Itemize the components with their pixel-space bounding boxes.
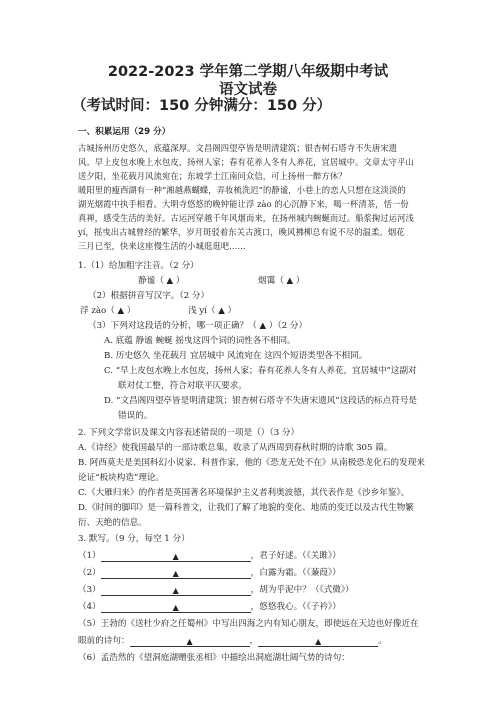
q1-option-b: B. 历史悠久 坐花载月 宜居城中 风流宛在 这四个短语类型各不相同。 xyxy=(104,351,368,361)
q1-option-c-cont: 联对仗工整，符合对联平仄要求。 xyxy=(118,381,247,391)
answer-blank[interactable] xyxy=(101,602,251,613)
q2-option-b-cont: 论证“板块构造”理论。 xyxy=(78,473,165,483)
reading-passage xyxy=(78,141,454,253)
answer-blank[interactable] xyxy=(101,551,251,562)
q3-line-6: （6）孟浩然的《望洞庭湖赠张丞相》中描绘出洞庭湖壮阔气势的诗句： xyxy=(78,653,350,663)
q2-option-d-cont: 衍、天绝的信息。 xyxy=(78,518,147,528)
q1-part3: （3）下列对这段话的分析，哪一项正确？（ ▲ ）（2 分） xyxy=(88,321,308,331)
q3-line-text: ，胡为乎泥中？（《式微》） xyxy=(250,585,354,595)
exam-info: （考试时间：150 分钟满分：150 分） xyxy=(72,98,332,114)
q3-line-text: ，悠悠我心。（《子衿》） xyxy=(250,602,341,612)
exam-subtitle: 语文试卷 xyxy=(219,82,277,98)
q3-line-num: （2） xyxy=(78,568,101,578)
blank-marker: ▲ xyxy=(172,586,179,595)
q1-option-a: A. 底蕴 静谧 蜿蜒 摇曳这四个词的词性各不相同。 xyxy=(104,336,296,346)
q1-item-c: 浮 zào（ ▲ ） xyxy=(80,306,136,316)
passage-line: 送夕阳，坐花载月风流宛在；东坡学士江南问众信，可上扬州一醉方休？ xyxy=(78,171,347,181)
answer-blank[interactable] xyxy=(258,636,378,647)
q3-line-5-answer: 眼前的诗句： ▲ ， ▲ 。 xyxy=(78,636,387,646)
blank-marker: ▲ xyxy=(172,552,179,561)
q1-option-d: D. “文昌阁四望亭皆是明清建筑；银杏树石塔寺不失唐宋遗风”这段话的标点符号是 xyxy=(104,396,418,406)
blank-marker: ▲ xyxy=(186,637,193,646)
answer-blank[interactable] xyxy=(101,585,251,596)
q1-option-c: C. “早上皮包水晚上水包皮，扬州人家；春有花养人冬有人养花，宜居城中”这副对 xyxy=(104,366,417,376)
q1-option-d-cont: 错误的。 xyxy=(118,411,153,421)
passage-line: 三月已至，快来这座慢生活的小城逛逛吧…… xyxy=(78,241,246,251)
q3-line-3 xyxy=(78,585,354,596)
exam-title: 2022-2023 学年第二学期八年级期中考试 xyxy=(107,64,389,80)
q1-stem: 1.（1）给加粗字注音。（2 分） xyxy=(78,261,199,271)
q3-line-5: （5）王勃的《送杜少府之任蜀州》中写出四海之内有知心朋友，即使远在天边也好像近在 xyxy=(78,619,419,629)
q1-item-d: 浅 yí（ ▲ ） xyxy=(188,306,237,316)
q3-line-num: （1） xyxy=(78,551,101,561)
q3-line-num: （3） xyxy=(78,585,101,595)
passage-line: 古城扬州历史悠久，底蕴深厚。文昌阁四望亭皆是明清建筑；银杏树石塔寺不失唐宋遗 xyxy=(78,143,398,153)
q3-line-2 xyxy=(78,568,341,579)
passage-line: 真禅，感受生活的美好。古运河穿越千年风烟而来，在扬州城内蜿蜒而过。船浆掬过运河浅 xyxy=(78,213,414,223)
passage-line: 暖阳里的瘦西湖有一种“湘越燕蝴蝶，弄妆梳洗迟”的静谧，小巷上的恋人只想在这淡淡的 xyxy=(78,185,406,195)
passage-line: yí，摇曳出古城曾经的繁华，岁月斑驳着东关古渡口，晚风拂柳总有说不尽的温柔。烟花 xyxy=(78,227,405,237)
section-heading: 一、积累运用（29 分） xyxy=(78,127,171,137)
passage-line: 湖光烟霞中执手相看。大明寺悠悠的晚钟能让浮 zào 的心沉静下来，喝一杯清茶，恬一份 xyxy=(78,199,409,209)
q3-stem: 3. 默写。（9 分，每空 1 分） xyxy=(78,534,190,544)
answer-blank[interactable] xyxy=(101,568,251,579)
q3-line-1 xyxy=(78,551,341,562)
q2-option-a: A.《诗经》使我国最早的一部诗歌总集，收录了从西周到春秋时期的诗歌 305 篇。 xyxy=(78,443,393,453)
q3-line-text: 眼前的诗句： xyxy=(78,636,130,646)
q1-item-b: 烟霭（ ▲ ） xyxy=(258,276,305,286)
q2-option-b: B. 阿西莫夫是美国科幻小说家、科普作家，他的《恐龙无处不在》从南极恐龙化石的发现来 xyxy=(78,458,425,468)
passage-line: 风。早上皮包水晚上水包皮，扬州人家；春有花养人冬有人养花，宜居城中。文章太守平山 xyxy=(78,157,414,167)
q2-option-c: C.《大雁归来》的作者是英国著名环境保护主义者利奥波德，其代表作是《沙乡年鉴》。 xyxy=(78,488,410,498)
q3-line-text: ，君子好逑。（《关雎》） xyxy=(250,551,341,561)
q3-line-num: （4） xyxy=(78,602,101,612)
q3-line-text: ，白露为霜。（《蒹葭》） xyxy=(250,568,341,578)
blank-marker: ▲ xyxy=(172,603,179,612)
q2-option-d: D.《时间的脚印》是一篇科普文，让我们了解了地貌的变化、地质的变迁以及古代生物繁 xyxy=(78,503,414,513)
q1-part2: （2）根据拼音写汉字。（2 分） xyxy=(88,291,210,301)
q2-stem: 2. 下列文学常识及课文内容表述错误的一项是（）（3 分） xyxy=(78,428,300,438)
answer-blank[interactable] xyxy=(130,636,250,647)
blank-marker: ▲ xyxy=(315,637,322,646)
q1-item-a: 静谧（ ▲ ） xyxy=(138,276,185,286)
q3-line-4 xyxy=(78,602,341,613)
blank-marker: ▲ xyxy=(172,569,179,578)
